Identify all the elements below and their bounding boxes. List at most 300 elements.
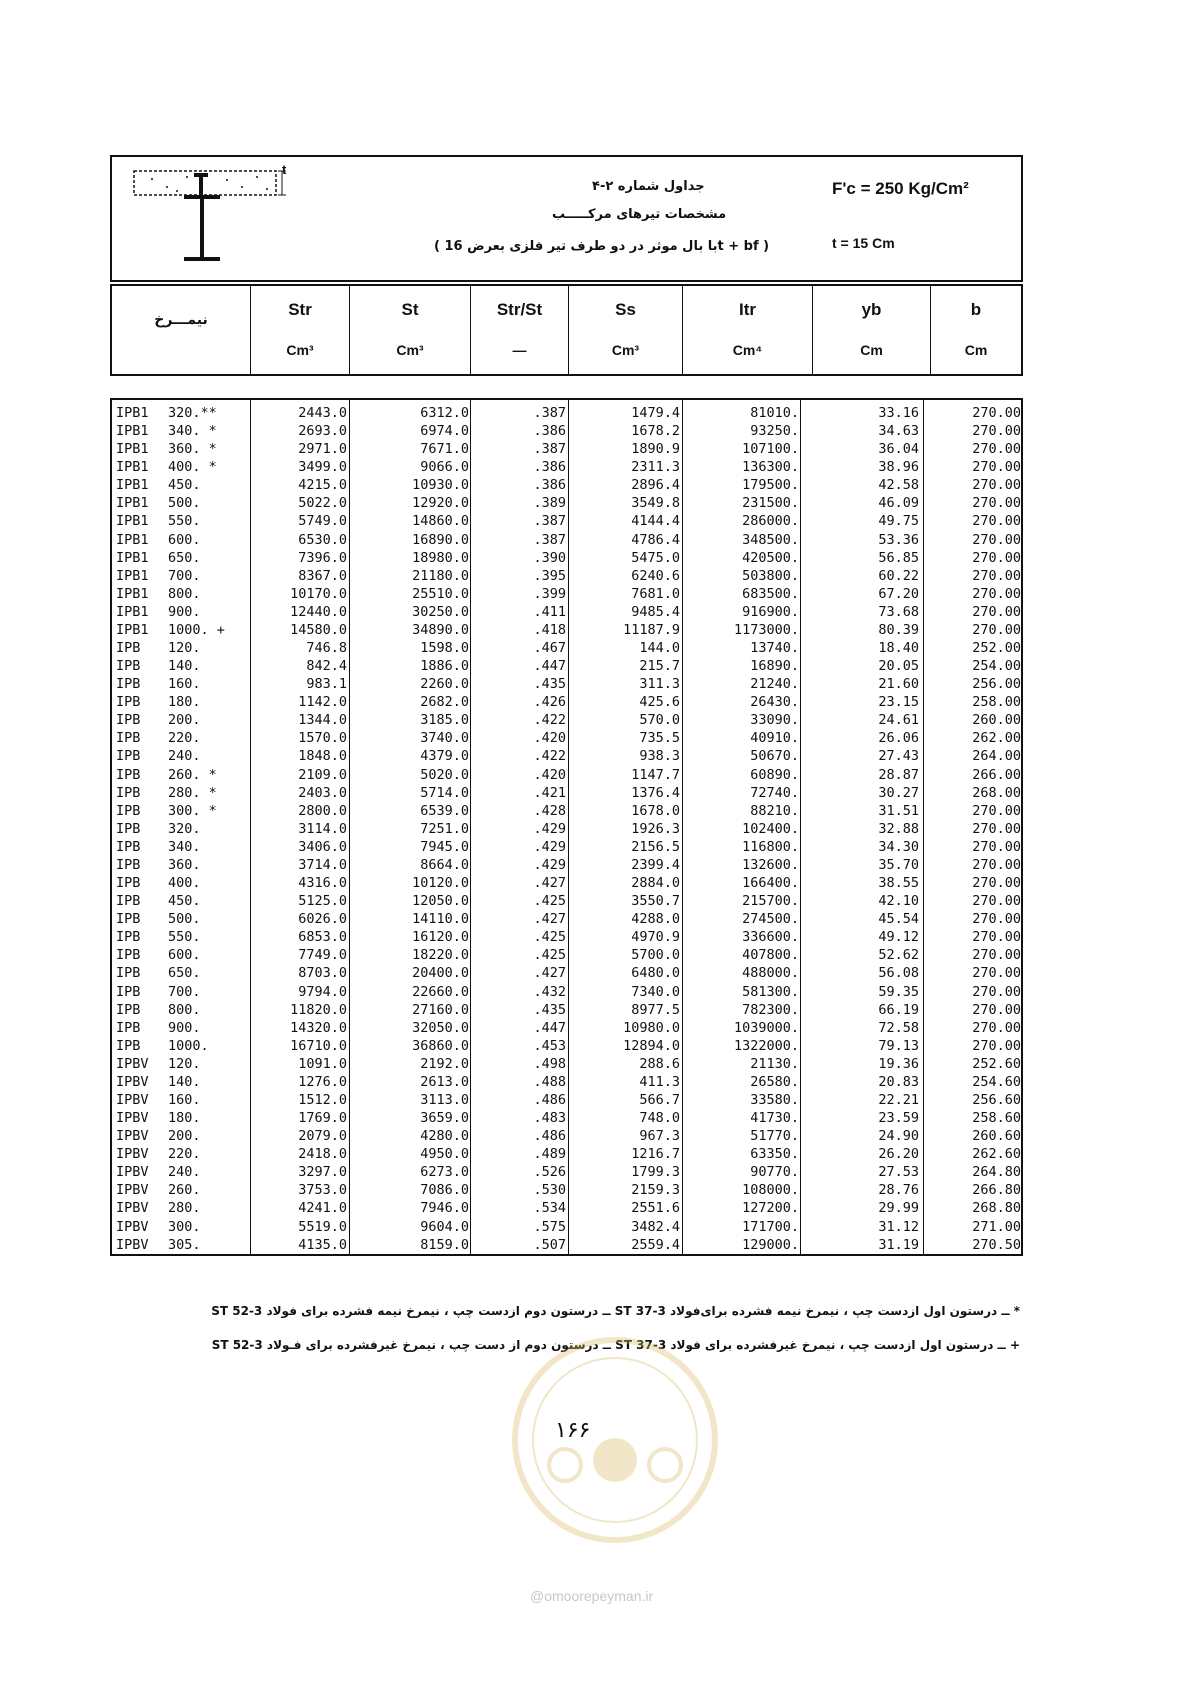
- profile-size: 180.: [168, 1110, 201, 1127]
- cell-itr: 1173000.: [733, 621, 799, 638]
- table-row: [112, 1127, 1021, 1145]
- cell-b: 264.80: [972, 1164, 1021, 1181]
- cell-st: 4379.0: [420, 748, 469, 765]
- profile-family: IPB1: [116, 603, 149, 620]
- cell-itr: 41730.: [750, 1110, 799, 1127]
- cell-ratio: .422: [533, 712, 566, 729]
- table-rows: [112, 404, 1021, 1254]
- table-row: [112, 404, 1021, 422]
- cell-b: 270.00: [972, 423, 1021, 440]
- cell-b: 254.60: [972, 1073, 1021, 1090]
- cell-b: 252.00: [972, 640, 1021, 657]
- cell-ratio: .425: [533, 947, 566, 964]
- cell-st: 4280.0: [420, 1128, 469, 1145]
- cell-ratio: .498: [533, 1055, 566, 1072]
- profile-size: 400.: [168, 875, 201, 892]
- table-row: [112, 711, 1021, 729]
- cell-str: 11820.0: [290, 1001, 347, 1018]
- profile-family: IPBV: [116, 1164, 149, 1181]
- profile-size: 340. *: [168, 423, 217, 440]
- cell-b: 256.00: [972, 676, 1021, 693]
- cell-yb: 59.35: [878, 983, 919, 1000]
- cell-b: 260.60: [972, 1128, 1021, 1145]
- table-row: [112, 476, 1021, 494]
- cell-ss: 1890.9: [631, 441, 680, 458]
- table-row: [112, 820, 1021, 838]
- cell-b: 270.00: [972, 549, 1021, 566]
- cell-ratio: .429: [533, 856, 566, 873]
- cell-ratio: .422: [533, 748, 566, 765]
- cell-itr: 26580.: [750, 1073, 799, 1090]
- profile-size: 1000. +: [168, 621, 225, 638]
- cell-yb: 46.09: [878, 495, 919, 512]
- cell-ss: 1678.0: [631, 802, 680, 819]
- profile-family: IPB1: [116, 567, 149, 584]
- profile-size: 160.: [168, 676, 201, 693]
- profile-family: IPB: [116, 875, 141, 892]
- cell-itr: 171700.: [742, 1218, 799, 1235]
- cell-ss: 2551.6: [631, 1200, 680, 1217]
- profile-size: 240.: [168, 1164, 201, 1181]
- cell-yb: 23.15: [878, 694, 919, 711]
- cell-b: 271.00: [972, 1218, 1021, 1235]
- cell-yb: 18.40: [878, 640, 919, 657]
- cell-yb: 31.12: [878, 1218, 919, 1235]
- profile-family: IPBV: [116, 1146, 149, 1163]
- profile-family: IPBV: [116, 1236, 149, 1253]
- profile-family: IPBV: [116, 1055, 149, 1072]
- cell-ratio: .420: [533, 766, 566, 783]
- cell-ratio: .483: [533, 1110, 566, 1127]
- cell-str: 7396.0: [298, 549, 347, 566]
- cell-itr: 336600.: [742, 929, 799, 946]
- cell-ratio: .428: [533, 802, 566, 819]
- profile-size: 280.: [168, 1200, 201, 1217]
- cell-ss: 1479.4: [631, 405, 680, 421]
- cell-ratio: .486: [533, 1128, 566, 1145]
- table-row: [112, 422, 1021, 440]
- profile-size: 340.: [168, 838, 201, 855]
- cell-st: 7251.0: [420, 820, 469, 837]
- cell-str: 842.4: [306, 658, 347, 675]
- cell-yb: 23.59: [878, 1110, 919, 1127]
- cell-ss: 4288.0: [631, 911, 680, 928]
- cell-yb: 42.58: [878, 477, 919, 494]
- cell-str: 3297.0: [298, 1164, 347, 1181]
- profile-family: IPBV: [116, 1200, 149, 1217]
- cell-yb: 28.76: [878, 1182, 919, 1199]
- cell-st: 10120.0: [412, 875, 469, 892]
- cell-b: 264.00: [972, 748, 1021, 765]
- cell-ratio: .386: [533, 459, 566, 476]
- cell-st: 6273.0: [420, 1164, 469, 1181]
- cell-st: 7945.0: [420, 838, 469, 855]
- table-row: [112, 440, 1021, 458]
- cell-yb: 29.99: [878, 1200, 919, 1217]
- profile-size: 140.: [168, 1073, 201, 1090]
- cell-yb: 72.58: [878, 1019, 919, 1036]
- cell-yb: 49.12: [878, 929, 919, 946]
- cell-st: 12050.0: [412, 893, 469, 910]
- profile-size: 120.: [168, 640, 201, 657]
- profile-size: 305.: [168, 1236, 201, 1253]
- cell-b: 262.60: [972, 1146, 1021, 1163]
- cell-b: 270.00: [972, 603, 1021, 620]
- cell-itr: 26430.: [750, 694, 799, 711]
- table-row: [112, 1055, 1021, 1073]
- cell-b: 270.00: [972, 513, 1021, 530]
- cell-yb: 52.62: [878, 947, 919, 964]
- cell-ss: 570.0: [639, 712, 680, 729]
- column-header-itr: Itr Cm⁴: [682, 286, 812, 374]
- cell-str: 10170.0: [290, 585, 347, 602]
- column-header-str: Str Cm³: [250, 286, 349, 374]
- table-row: [112, 549, 1021, 567]
- cell-yb: 28.87: [878, 766, 919, 783]
- cell-st: 1886.0: [420, 658, 469, 675]
- cell-yb: 26.20: [878, 1146, 919, 1163]
- profile-size: 320.: [168, 820, 201, 837]
- column-header-profile: نیمـــرخ: [154, 312, 208, 328]
- profile-family: IPB: [116, 820, 141, 837]
- cell-str: 1848.0: [298, 748, 347, 765]
- cell-ss: 2159.3: [631, 1182, 680, 1199]
- cell-str: 2109.0: [298, 766, 347, 783]
- cell-st: 14110.0: [412, 911, 469, 928]
- cell-ss: 748.0: [639, 1110, 680, 1127]
- cell-b: 270.00: [972, 802, 1021, 819]
- cell-st: 3740.0: [420, 730, 469, 747]
- cell-st: 36860.0: [412, 1037, 469, 1054]
- profile-size: 800.: [168, 585, 201, 602]
- cell-str: 4215.0: [298, 477, 347, 494]
- cell-ratio: .530: [533, 1182, 566, 1199]
- profile-family: IPB: [116, 676, 141, 693]
- cell-str: 4135.0: [298, 1236, 347, 1253]
- profile-size: 220.: [168, 1146, 201, 1163]
- cell-itr: 231500.: [742, 495, 799, 512]
- cell-itr: 21130.: [750, 1055, 799, 1072]
- cell-itr: 50670.: [750, 748, 799, 765]
- cell-b: 270.00: [972, 1001, 1021, 1018]
- cell-yb: 21.60: [878, 676, 919, 693]
- cell-str: 1276.0: [298, 1073, 347, 1090]
- cell-str: 1512.0: [298, 1091, 347, 1108]
- profile-family: IPB: [116, 766, 141, 783]
- cell-itr: 33090.: [750, 712, 799, 729]
- cell-ss: 288.6: [639, 1055, 680, 1072]
- cell-ratio: .386: [533, 423, 566, 440]
- table-row: [112, 1091, 1021, 1109]
- cell-ratio: .467: [533, 640, 566, 657]
- profile-family: IPB1: [116, 549, 149, 566]
- profile-family: IPB: [116, 748, 141, 765]
- profile-family: IPB: [116, 730, 141, 747]
- cell-str: 6530.0: [298, 531, 347, 548]
- cell-ss: 735.5: [639, 730, 680, 747]
- profile-size: 300.: [168, 1218, 201, 1235]
- cell-b: 270.00: [972, 495, 1021, 512]
- profile-size: 220.: [168, 730, 201, 747]
- concrete-strength: F'c = 250 Kg/Cm²: [832, 179, 969, 198]
- cell-itr: 21240.: [750, 676, 799, 693]
- cell-b: 270.00: [972, 621, 1021, 638]
- cell-yb: 24.61: [878, 712, 919, 729]
- table-row: [112, 729, 1021, 747]
- cell-yb: 34.30: [878, 838, 919, 855]
- cell-str: 2418.0: [298, 1146, 347, 1163]
- cell-st: 5714.0: [420, 784, 469, 801]
- profile-family: IPBV: [116, 1110, 149, 1127]
- cell-str: 3114.0: [298, 820, 347, 837]
- cell-st: 9604.0: [420, 1218, 469, 1235]
- table-row: [112, 784, 1021, 802]
- cell-yb: 27.43: [878, 748, 919, 765]
- cell-ratio: .387: [533, 405, 566, 421]
- cell-b: 270.00: [972, 838, 1021, 855]
- cell-str: 9794.0: [298, 983, 347, 1000]
- profile-family: IPB1: [116, 531, 149, 548]
- column-header-st: St Cm³: [349, 286, 470, 374]
- profile-size: 1000.: [168, 1037, 209, 1054]
- cell-ratio: .387: [533, 513, 566, 530]
- cell-ratio: .429: [533, 838, 566, 855]
- cell-itr: 166400.: [742, 875, 799, 892]
- cell-ss: 5475.0: [631, 549, 680, 566]
- profile-size: 200.: [168, 1128, 201, 1145]
- profile-family: IPB1: [116, 621, 149, 638]
- profile-family: IPB1: [116, 459, 149, 476]
- profile-family: IPBV: [116, 1218, 149, 1235]
- cell-st: 20400.0: [412, 965, 469, 982]
- cell-st: 14860.0: [412, 513, 469, 530]
- cell-st: 2260.0: [420, 676, 469, 693]
- cell-st: 5020.0: [420, 766, 469, 783]
- cell-yb: 56.08: [878, 965, 919, 982]
- cell-ratio: .435: [533, 1001, 566, 1018]
- profile-family: IPB1: [116, 477, 149, 494]
- cell-yb: 35.70: [878, 856, 919, 873]
- watermark-url: @omoorepeyman.ir: [530, 1588, 654, 1604]
- profile-size: 800.: [168, 1001, 201, 1018]
- cell-itr: 51770.: [750, 1128, 799, 1145]
- cell-str: 14320.0: [290, 1019, 347, 1036]
- page-number: ۱۶۶: [555, 1418, 591, 1443]
- cell-ss: 6480.0: [631, 965, 680, 982]
- profile-family: IPB: [116, 983, 141, 1000]
- cell-st: 27160.0: [412, 1001, 469, 1018]
- cell-ss: 3549.8: [631, 495, 680, 512]
- profile-family: IPB: [116, 1037, 141, 1054]
- cell-str: 3499.0: [298, 459, 347, 476]
- cell-str: 2403.0: [298, 784, 347, 801]
- cell-itr: 503800.: [742, 567, 799, 584]
- cell-b: 270.00: [972, 911, 1021, 928]
- slab-thickness: t = 15 Cm: [832, 235, 895, 251]
- cell-itr: 60890.: [750, 766, 799, 783]
- column-header-ratio: Str/St —: [470, 286, 568, 374]
- cell-itr: 90770.: [750, 1164, 799, 1181]
- cell-itr: 420500.: [742, 549, 799, 566]
- cell-str: 5125.0: [298, 893, 347, 910]
- cell-yb: 20.83: [878, 1073, 919, 1090]
- table-row: [112, 1109, 1021, 1127]
- cell-ratio: .426: [533, 694, 566, 711]
- cell-itr: 1039000.: [733, 1019, 799, 1036]
- cell-ratio: .432: [533, 983, 566, 1000]
- cell-str: 14580.0: [290, 621, 347, 638]
- profile-size: 320.**: [168, 405, 217, 421]
- profile-size: 450.: [168, 477, 201, 494]
- table-row: [112, 1199, 1021, 1217]
- cell-yb: 49.75: [878, 513, 919, 530]
- cell-yb: 32.88: [878, 820, 919, 837]
- cell-b: 270.00: [972, 856, 1021, 873]
- profile-family: IPB1: [116, 441, 149, 458]
- cell-itr: 13740.: [750, 640, 799, 657]
- cell-ratio: .395: [533, 567, 566, 584]
- cell-b: 258.60: [972, 1110, 1021, 1127]
- cell-itr: 129000.: [742, 1236, 799, 1253]
- cell-ss: 7681.0: [631, 585, 680, 602]
- profile-family: IPB: [116, 1001, 141, 1018]
- cell-str: 4241.0: [298, 1200, 347, 1217]
- data-table: [110, 398, 1023, 1256]
- column-header-ss: Ss Cm³: [568, 286, 682, 374]
- cell-ratio: .420: [533, 730, 566, 747]
- profile-size: 500.: [168, 495, 201, 512]
- cell-st: 7671.0: [420, 441, 469, 458]
- cell-st: 21180.0: [412, 567, 469, 584]
- cell-yb: 22.21: [878, 1091, 919, 1108]
- cell-itr: 93250.: [750, 423, 799, 440]
- profile-size: 650.: [168, 965, 201, 982]
- cell-ss: 1799.3: [631, 1164, 680, 1181]
- composite-beam-sketch-icon: [132, 165, 302, 280]
- cell-st: 4950.0: [420, 1146, 469, 1163]
- cell-yb: 33.16: [878, 405, 919, 421]
- cell-ratio: .390: [533, 549, 566, 566]
- profile-family: IPB: [116, 784, 141, 801]
- cell-ratio: .534: [533, 1200, 566, 1217]
- profile-family: IPB: [116, 802, 141, 819]
- cell-b: 270.00: [972, 947, 1021, 964]
- cell-yb: 38.55: [878, 875, 919, 892]
- cell-ss: 12894.0: [623, 1037, 680, 1054]
- cell-ratio: .427: [533, 875, 566, 892]
- cell-yb: 42.10: [878, 893, 919, 910]
- cell-st: 16120.0: [412, 929, 469, 946]
- cell-ss: 967.3: [639, 1128, 680, 1145]
- cell-str: 1769.0: [298, 1110, 347, 1127]
- table-title: جداول شماره ۲-۴: [592, 179, 705, 194]
- table-row: [112, 603, 1021, 621]
- cell-yb: 60.22: [878, 567, 919, 584]
- table-row: [112, 1236, 1021, 1254]
- cell-ss: 1216.7: [631, 1146, 680, 1163]
- profile-size: 140.: [168, 658, 201, 675]
- cell-ss: 2311.3: [631, 459, 680, 476]
- table-row: [112, 766, 1021, 784]
- cell-str: 6026.0: [298, 911, 347, 928]
- cell-itr: 63350.: [750, 1146, 799, 1163]
- cell-itr: 488000.: [742, 965, 799, 982]
- cell-ratio: .427: [533, 965, 566, 982]
- table-row: [112, 567, 1021, 585]
- cell-ss: 9485.4: [631, 603, 680, 620]
- cell-st: 2682.0: [420, 694, 469, 711]
- cell-b: 270.00: [972, 1019, 1021, 1036]
- cell-str: 5519.0: [298, 1218, 347, 1235]
- column-header-row: [110, 284, 1023, 376]
- cell-b: 270.00: [972, 531, 1021, 548]
- cell-b: 270.50: [972, 1236, 1021, 1253]
- cell-ss: 6240.6: [631, 567, 680, 584]
- cell-str: 2800.0: [298, 802, 347, 819]
- cell-b: 266.00: [972, 766, 1021, 783]
- cell-st: 1598.0: [420, 640, 469, 657]
- cell-ss: 1376.4: [631, 784, 680, 801]
- cell-st: 2613.0: [420, 1073, 469, 1090]
- cell-st: 22660.0: [412, 983, 469, 1000]
- cell-st: 3659.0: [420, 1110, 469, 1127]
- cell-ss: 144.0: [639, 640, 680, 657]
- cell-yb: 34.63: [878, 423, 919, 440]
- profile-family: IPB: [116, 712, 141, 729]
- cell-ratio: .486: [533, 1091, 566, 1108]
- cell-itr: 136300.: [742, 459, 799, 476]
- cell-ss: 10980.0: [623, 1019, 680, 1036]
- profile-size: 400. *: [168, 459, 217, 476]
- profile-size: 650.: [168, 549, 201, 566]
- table-header-box: [110, 155, 1023, 282]
- cell-b: 270.00: [972, 875, 1021, 892]
- cell-itr: 215700.: [742, 893, 799, 910]
- cell-st: 8159.0: [420, 1236, 469, 1253]
- cell-ss: 1926.3: [631, 820, 680, 837]
- cell-str: 7749.0: [298, 947, 347, 964]
- profile-family: IPB: [116, 947, 141, 964]
- profile-family: IPB: [116, 640, 141, 657]
- cell-yb: 26.06: [878, 730, 919, 747]
- profile-size: 360.: [168, 856, 201, 873]
- cell-ratio: .387: [533, 531, 566, 548]
- cell-b: 270.00: [972, 405, 1021, 421]
- cell-ratio: .387: [533, 441, 566, 458]
- profile-size: 360. *: [168, 441, 217, 458]
- cell-b: 270.00: [972, 441, 1021, 458]
- profile-family: IPB: [116, 658, 141, 675]
- cell-b: 270.00: [972, 965, 1021, 982]
- table-row: [112, 856, 1021, 874]
- cell-ss: 4970.9: [631, 929, 680, 946]
- cell-str: 5749.0: [298, 513, 347, 530]
- footnote-1: * ــ درستون اول ازدست چپ ، نیمرخ نیمه فشرده برای‌فولاد ST 37-3 ــ درستون دوم ازدست چپ ، نیمرخ نیمه فشرده برای فولاد ST 52-3: [211, 1304, 1020, 1318]
- cell-yb: 67.20: [878, 585, 919, 602]
- cell-str: 8367.0: [298, 567, 347, 584]
- cell-yb: 80.39: [878, 621, 919, 638]
- cell-yb: 30.27: [878, 784, 919, 801]
- cell-str: 3714.0: [298, 856, 347, 873]
- cell-st: 2192.0: [420, 1055, 469, 1072]
- cell-b: 262.00: [972, 730, 1021, 747]
- cell-ss: 2896.4: [631, 477, 680, 494]
- cell-yb: 79.13: [878, 1037, 919, 1054]
- cell-b: 270.00: [972, 820, 1021, 837]
- profile-size: 200.: [168, 712, 201, 729]
- table-row: [112, 531, 1021, 549]
- cell-st: 25510.0: [412, 585, 469, 602]
